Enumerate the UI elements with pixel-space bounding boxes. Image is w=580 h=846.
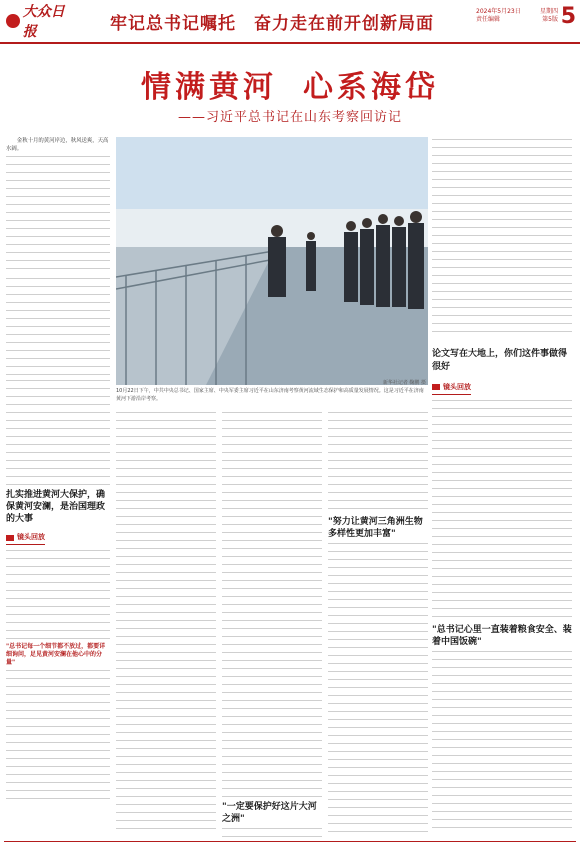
issue-editor: 责任编辑 (476, 16, 501, 24)
logo-text: 大众日报 (22, 4, 65, 40)
headline (0, 62, 580, 106)
left-column (6, 137, 110, 837)
section-tag-2: 镜头回放 (432, 382, 471, 395)
section-heading-2: "努力让黄河三角洲生物多样性更加丰富" (328, 517, 423, 540)
news-photo (116, 137, 428, 385)
issue-date: 2024年5月23日 (476, 8, 521, 15)
flag-icon (6, 535, 14, 541)
right-column-top (432, 137, 572, 343)
newspaper-logo (6, 4, 78, 40)
middle-column (222, 410, 322, 840)
section-heading-3: "总书记心里一直装着粮食安全、装着中国饭碗" (432, 624, 572, 647)
section-heading-1: 扎实推进黄河大保护，确保黄河安澜，是治国理政的大事 (6, 489, 106, 525)
issue-page-label: 第5版 (542, 16, 558, 24)
headline-part-1: 情满黄河 (141, 70, 277, 105)
middle-left-column (116, 410, 216, 840)
headline-part-2: 心系海岱 (303, 70, 439, 105)
section-tag-1: 镜头回放 (6, 532, 45, 545)
side-heading: 论文写在大地上，你们这件事做得很好 (432, 349, 568, 372)
photo-caption: 10月22日下午，中共中央总书记、国家主席、中央军委主席习近平在山东济南考察黄河流域生态保护和高质量发展情况。这是习近平在济南黄河下游沿岸考察。 (116, 388, 424, 402)
issue-weekday: 星期四 (539, 8, 558, 15)
logo-emblem-icon (6, 14, 20, 28)
pull-quote-1: "总书记每一个细节都不放过，都要详细询问，足见黄河安澜在他心中的分量" (6, 643, 106, 667)
flag-icon (432, 384, 440, 390)
masthead (0, 0, 580, 44)
issue-meta (476, 8, 558, 25)
subheadline: ——习近平总书记在山东考察回访记 (177, 110, 402, 125)
page-number: 5 (560, 4, 576, 29)
page-banner: 牢记总书记嘱托 奋力走在前开创新局面 (110, 14, 434, 34)
bottom-rule (4, 841, 576, 842)
article-intro: 金秋十月的黄河岸边，秋风送爽，天高水阔。 (6, 138, 109, 153)
right-column-bottom (432, 378, 572, 840)
photo-credit: 新华社记者 鞠鹏 摄 (382, 380, 426, 386)
section-heading-quote: "一定要保护好这片大河之洲" (222, 802, 317, 825)
middle-right-column (328, 410, 428, 840)
